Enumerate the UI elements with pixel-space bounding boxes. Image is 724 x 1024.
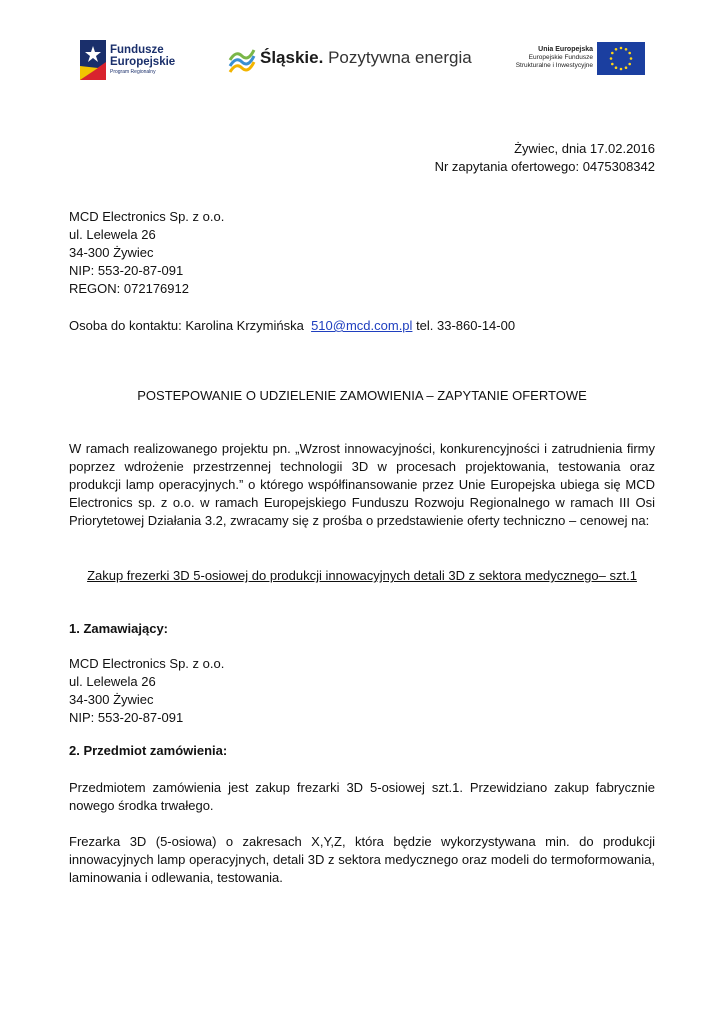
section-1-heading: 1. Zamawiający:	[69, 621, 168, 636]
contact-line	[69, 317, 515, 335]
date-block	[435, 140, 655, 176]
ue-text: Unia Europejska Europejskie Fundusze Strukturalne i Inwestycyjne	[515, 46, 593, 69]
inquiry-number: Nr zapytania ofertowego: 0475308342	[434, 159, 655, 174]
section-2-paragraph-2: Frezarka 3D (5-osiowa) o zakresach X,Y,Z, która będzie wykorzystywana min. do produkcji innowacyjnych lamp operacyjnych, detali 3D z sektora medycznego oraz modeli do termoformowania, laminowania i odlewania, testowania.	[69, 834, 655, 885]
company-street: ul. Lelewela 26	[69, 227, 156, 242]
contact-email-link[interactable]: 510@mcd.com.pl	[311, 318, 413, 333]
company-regon: REGON: 072176912	[69, 281, 189, 296]
fundusze-text: Fundusze Europejskie Program Regionalny	[110, 44, 176, 75]
slaskie-text: Śląskie. Pozytywna energia	[260, 48, 472, 67]
company-name: MCD Electronics Sp. z o.o.	[69, 209, 225, 224]
company-city: 34-300 Żywiec	[69, 245, 154, 260]
ordering-party-nip: NIP: 553-20-87-091	[69, 710, 184, 725]
section-2-paragraph-1: Przedmiotem zamówienia jest zakup frezarki 3D 5-osiowej szt.1. Przewidziano zakup fabrycznie nowego środka trwałego.	[69, 780, 655, 813]
ordering-party-city: 34-300 Żywiec	[69, 692, 154, 707]
section-2-heading: 2. Przedmiot zamówienia:	[69, 743, 228, 758]
company-address	[69, 208, 224, 298]
ordering-party-address	[69, 655, 224, 727]
ordering-party-street: ul. Lelewela 26	[69, 674, 156, 689]
document-title: POSTEPOWANIE O UDZIELENIE ZAMOWIENIA – ZAPYTANIE OFERTOWE	[137, 388, 587, 403]
date-line: Żywiec, dnia 17.02.2016	[514, 141, 655, 156]
company-nip: NIP: 553-20-87-091	[69, 263, 184, 278]
ordering-party-name: MCD Electronics Sp. z o.o.	[69, 656, 225, 671]
contact-phone: tel. 33-860-14-00	[416, 318, 516, 333]
order-subject: Zakup frezerki 3D 5-osiowej do produkcji innowacyjnych detali 3D z sektora medycznego– szt.1	[87, 568, 637, 583]
intro-paragraph: W ramach realizowanego projektu pn. „Wzrost innowacyjności, konkurencyjności i zatrudnienia firmy poprzez wdrożenie przestrzennej technologii 3D w procesach projektowania, testowania oraz produkcji lamp operacyjnych.” o którego współfinansowanie przez Unie Europejska ubiega się MCD Electronics sp. z o.o. w ramach Europejskiego Funduszu Rozwoju Regionalnego w ramach III Osi Priorytetowej Działania 3.2, zwracamy się z prośba o przedstawienie oferty techniczno – cenowej na:	[69, 441, 655, 528]
contact-label: Osoba do kontaktu: Karolina Krzymińska	[69, 318, 304, 333]
